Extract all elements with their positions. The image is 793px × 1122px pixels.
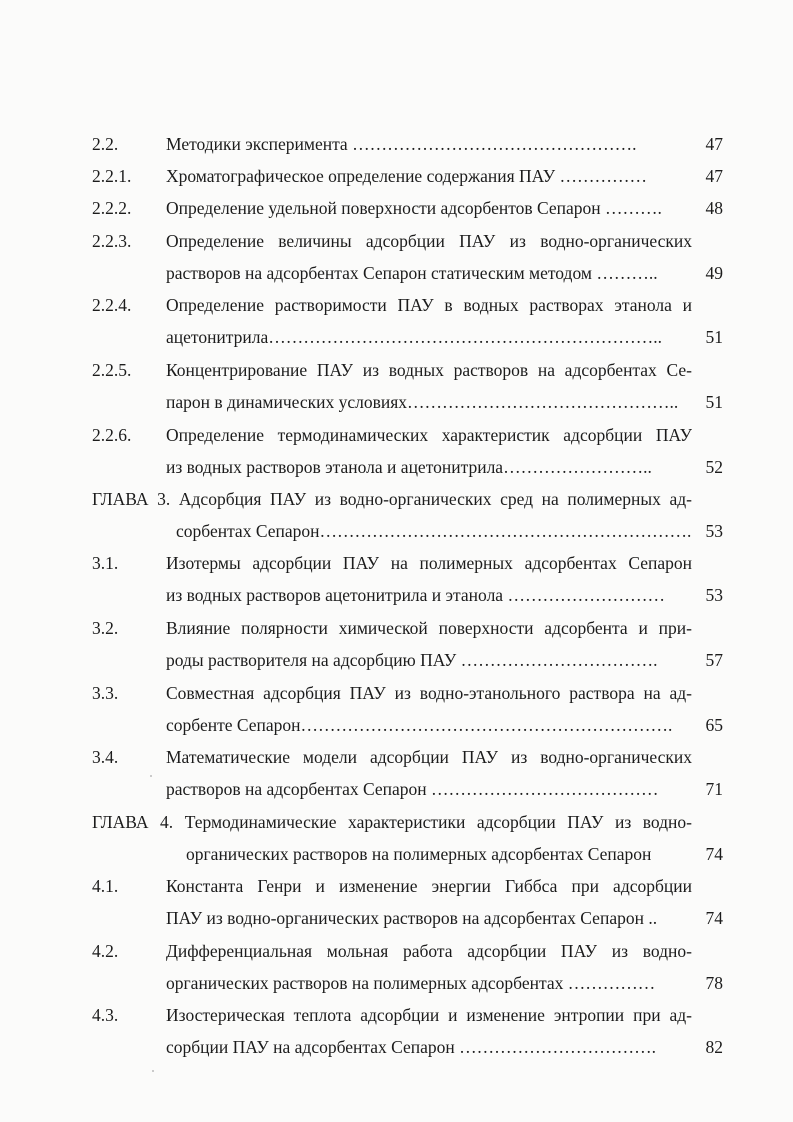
toc-chapter-line1: ГЛАВА 3. Адсорбция ПАУ из водно-органических сред на полимерных ад- [92, 489, 692, 509]
toc-title-line1: Изостерическая теплота адсорбции и изменение энтропии при ад- [166, 1005, 692, 1025]
toc-page-number: 74 [705, 844, 723, 864]
toc-title-line2: парон в динамических условиях……………………………………….. [166, 392, 679, 412]
toc-title-line1: Определение растворимости ПАУ в водных растворах этанола и [166, 295, 692, 315]
toc-page-number: 74 [705, 908, 723, 928]
toc-page-number: 57 [705, 650, 723, 670]
toc-page-number: 65 [705, 715, 723, 735]
scan-speck [152, 1070, 154, 1072]
toc-page-number: 78 [705, 973, 723, 993]
toc-page-number: 51 [705, 392, 723, 412]
toc-number: 2.2.6. [92, 425, 132, 445]
toc-number: 2.2.2. [92, 198, 132, 218]
toc-number: 3.4. [92, 747, 119, 767]
toc-page-number: 53 [705, 585, 723, 605]
toc-title-line2: из водных растворов этанола и ацетонитрила…………………….. [166, 457, 652, 477]
toc-chapter-line1: ГЛАВА 4. Термодинамические характеристики адсорбции ПАУ из водно- [92, 812, 692, 832]
toc-title-line1: Определение величины адсорбции ПАУ из водно-органических [166, 231, 692, 251]
toc-title-line2: сорбции ПАУ на адсорбентах Сепарон ……………………………. [166, 1037, 657, 1057]
toc-title-line1: Константа Генри и изменение энергии Гиббса при адсорбции [166, 876, 692, 896]
toc-title-line2: органических растворов на полимерных адсорбентах …………… [166, 973, 656, 993]
toc-number: 2.2.4. [92, 295, 132, 315]
toc-chapter-line2: органических растворов на полимерных адсорбентах Сепарон [186, 844, 652, 864]
toc-title-line1: Математические модели адсорбции ПАУ из водно-органических [166, 747, 692, 767]
toc-title-line1: Изотермы адсорбции ПАУ на полимерных адсорбентах Сепарон [166, 553, 692, 573]
toc-title-line1: Концентрирование ПАУ из водных растворов на адсорбентах Се- [166, 360, 692, 380]
toc-number: 2.2. [92, 134, 119, 154]
toc-title-line2: ацетонитрила………………………………………………………….. [166, 327, 663, 347]
toc-number: 2.2.1. [92, 166, 132, 186]
toc-page-number: 48 [705, 198, 723, 218]
toc-title-line1: Совместная адсорбция ПАУ из водно-этанольного раствора на ад- [166, 683, 692, 703]
toc-title-line1: Влияние полярности химической поверхности адсорбента и при- [166, 618, 692, 638]
toc-title-line2: растворов на адсорбентах Сепарон статическим методом ……….. [166, 263, 658, 283]
toc-number: 3.1. [92, 553, 119, 573]
toc-page-number: 82 [705, 1037, 723, 1057]
toc-title-line2: растворов на адсорбентах Сепарон ………………………………… [166, 779, 659, 799]
toc-number: 3.3. [92, 683, 119, 703]
toc-title: Хроматографическое определение содержания ПАУ …………… [166, 166, 648, 186]
scan-speck [150, 775, 152, 777]
toc-title-line2: из водных растворов ацетонитрила и этанола ……………………… [166, 585, 665, 605]
toc-page-number: 52 [705, 457, 723, 477]
toc-title-line2: сорбенте Сепарон………………………………………………………. [166, 715, 673, 735]
toc-number: 4.1. [92, 876, 119, 896]
toc-title: Методики эксперимента …………………………………………. [166, 134, 637, 154]
toc-title-line2: роды растворителя на адсорбцию ПАУ ……………………………. [166, 650, 658, 670]
toc-page-number: 51 [705, 327, 723, 347]
toc-page-number: 47 [705, 134, 723, 154]
toc-page-number: 49 [705, 263, 723, 283]
toc-number: 2.2.3. [92, 231, 132, 251]
toc-number: 2.2.5. [92, 360, 132, 380]
toc-page-number: 71 [705, 779, 723, 799]
toc-title-line1: Дифференциальная мольная работа адсорбции ПАУ из водно- [166, 941, 692, 961]
toc-number: 4.2. [92, 941, 119, 961]
toc-title-line2: ПАУ из водно-органических растворов на адсорбентах Сепарон .. [166, 908, 658, 928]
toc-number: 3.2. [92, 618, 119, 638]
toc-title: Определение удельной поверхности адсорбентов Сепарон ………. [166, 198, 662, 218]
toc-chapter-line2: сорбентах Сепарон………………………………………………………. [176, 521, 692, 541]
toc-page-number: 53 [705, 521, 723, 541]
toc-page-number: 47 [705, 166, 723, 186]
toc-title-line1: Определение термодинамических характеристик адсорбции ПАУ [166, 425, 692, 445]
toc-number: 4.3. [92, 1005, 119, 1025]
